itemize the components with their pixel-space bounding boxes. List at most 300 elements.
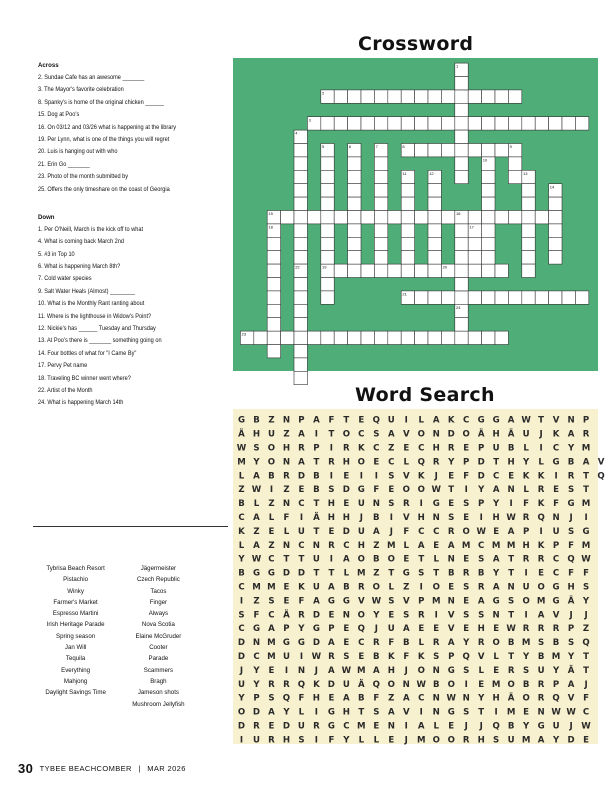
word-search-letter[interactable]: G <box>447 707 455 718</box>
crossword-cell[interactable] <box>374 90 387 103</box>
crossword-cell[interactable] <box>348 251 361 264</box>
word-search-letter[interactable]: C <box>418 526 425 537</box>
word-search-letter[interactable]: C <box>493 471 500 482</box>
word-search-letter[interactable]: S <box>508 596 515 607</box>
word-search-letter[interactable]: C <box>238 624 245 635</box>
word-search-letter[interactable]: K <box>552 429 560 440</box>
crossword-cell[interactable] <box>428 251 441 264</box>
crossword-cell[interactable] <box>294 251 307 264</box>
word-search-letter[interactable]: C <box>268 610 275 621</box>
word-search-letter[interactable]: Q <box>357 624 365 635</box>
word-search-letter[interactable]: S <box>388 596 395 607</box>
word-search-letter[interactable]: I <box>419 582 423 593</box>
word-search-letter[interactable]: G <box>402 568 410 579</box>
word-search-letter[interactable]: F <box>568 540 574 551</box>
word-search-letter[interactable]: I <box>329 554 333 565</box>
word-search-letter[interactable]: S <box>373 429 380 440</box>
word-search-letter[interactable]: J <box>464 721 468 732</box>
word-search-letter[interactable]: L <box>478 665 484 676</box>
word-search-letter[interactable]: T <box>283 554 290 565</box>
word-search-letter[interactable]: O <box>342 429 351 440</box>
word-search-letter[interactable]: G <box>582 526 590 537</box>
crossword-cell[interactable] <box>401 264 414 277</box>
word-search-letter[interactable]: L <box>373 735 380 746</box>
word-search-letter[interactable]: I <box>374 471 378 482</box>
word-search-letter[interactable]: Q <box>582 638 590 649</box>
crossword-cell[interactable] <box>321 170 334 183</box>
crossword-cell[interactable] <box>549 211 562 224</box>
crossword-cell[interactable] <box>455 103 468 116</box>
word-search-letter[interactable]: W <box>566 707 576 718</box>
crossword-cell[interactable] <box>294 144 307 157</box>
crossword-cell[interactable] <box>441 291 454 304</box>
word-search-letter[interactable]: P <box>448 652 455 662</box>
crossword-cell[interactable] <box>374 331 387 344</box>
crossword-cell[interactable] <box>294 211 307 224</box>
word-search-letter[interactable]: D <box>567 735 575 746</box>
crossword-cell[interactable] <box>495 211 508 224</box>
word-search-letter[interactable]: H <box>342 707 350 718</box>
word-search-letter[interactable]: G <box>312 624 320 635</box>
crossword-cell[interactable] <box>294 197 307 210</box>
word-search-letter[interactable]: E <box>583 735 589 746</box>
crossword-cell[interactable] <box>495 331 508 344</box>
word-search-letter[interactable]: T <box>343 415 350 426</box>
word-search-letter[interactable]: Y <box>523 457 530 468</box>
word-search-letter[interactable]: T <box>478 707 485 718</box>
word-search-letter[interactable]: P <box>313 443 320 454</box>
word-search-letter[interactable]: C <box>418 443 425 454</box>
crossword-cell[interactable] <box>522 224 535 237</box>
word-search-letter[interactable]: A <box>507 415 515 426</box>
word-search-letter[interactable]: U <box>387 624 395 635</box>
word-search-letter[interactable]: H <box>567 582 575 593</box>
crossword-cell[interactable] <box>482 224 495 237</box>
word-search-letter[interactable]: L <box>238 471 245 482</box>
crossword-cell[interactable] <box>415 211 428 224</box>
crossword-cell[interactable] <box>575 117 588 130</box>
word-search-letter[interactable]: N <box>282 540 291 551</box>
crossword-cell[interactable] <box>334 331 347 344</box>
word-search-letter[interactable]: D <box>297 568 305 579</box>
word-search-letter[interactable]: A <box>432 415 440 426</box>
word-search-letter[interactable]: A <box>372 526 380 537</box>
word-search-letter[interactable]: V <box>447 624 455 635</box>
word-search-letter[interactable]: Z <box>388 693 395 704</box>
word-search-letter[interactable]: F <box>403 526 410 537</box>
word-search-letter[interactable]: W <box>476 526 486 537</box>
crossword-cell[interactable] <box>575 291 588 304</box>
word-search-letter[interactable]: K <box>417 471 425 482</box>
word-search-letter[interactable]: T <box>313 499 320 510</box>
word-search-letter[interactable]: D <box>252 707 261 718</box>
crossword-cell[interactable] <box>415 331 428 344</box>
word-search-letter[interactable]: A <box>328 665 335 676</box>
word-search-letter[interactable]: L <box>358 735 365 746</box>
word-search-letter[interactable]: T <box>493 457 500 468</box>
crossword-cell[interactable] <box>321 197 334 210</box>
crossword-cell[interactable] <box>361 117 374 130</box>
crossword-cell[interactable] <box>482 237 495 250</box>
word-search-letter[interactable]: O <box>432 582 440 593</box>
word-search-letter[interactable]: C <box>373 443 380 454</box>
word-search-letter[interactable]: L <box>433 721 439 732</box>
crossword-cell[interactable] <box>401 197 414 210</box>
word-search-letter[interactable]: D <box>327 679 335 690</box>
word-search-letter[interactable]: C <box>298 540 305 551</box>
word-search-letter[interactable]: O <box>417 429 425 440</box>
word-search-letter[interactable]: M <box>506 707 516 718</box>
word-search-letter[interactable]: N <box>282 499 291 510</box>
word-search-letter[interactable]: Y <box>373 610 380 621</box>
word-search-letter[interactable]: R <box>402 499 410 510</box>
word-search-letter[interactable]: Y <box>238 554 245 565</box>
word-search-letter[interactable]: M <box>357 665 366 676</box>
word-search-letter[interactable]: K <box>387 652 395 662</box>
crossword-cell[interactable] <box>415 264 428 277</box>
word-search-letter[interactable]: R <box>328 652 335 662</box>
crossword-cell[interactable] <box>388 117 401 130</box>
word-search-letter[interactable]: W <box>251 485 262 496</box>
word-search-letter[interactable]: R <box>328 540 335 551</box>
word-search-letter[interactable]: B <box>537 652 545 662</box>
word-search-letter[interactable]: Y <box>523 652 530 662</box>
crossword-cell[interactable] <box>495 291 508 304</box>
crossword-cell[interactable] <box>549 291 562 304</box>
word-search-letter[interactable]: O <box>537 582 545 593</box>
crossword-cell[interactable] <box>321 184 334 197</box>
word-search-letter[interactable]: Q <box>462 652 470 662</box>
word-search-letter[interactable]: D <box>342 526 350 537</box>
crossword-cell[interactable] <box>267 318 280 331</box>
crossword-cell[interactable] <box>468 117 481 130</box>
word-search-letter[interactable]: R <box>447 526 455 537</box>
crossword-cell[interactable] <box>522 291 535 304</box>
word-search-letter[interactable]: M <box>506 540 516 551</box>
word-search-letter[interactable]: Q <box>567 554 575 565</box>
word-search-letter[interactable]: W <box>431 485 441 496</box>
word-search-letter[interactable]: A <box>372 665 380 676</box>
word-search-letter[interactable]: D <box>297 471 305 482</box>
word-search-letter[interactable]: R <box>477 638 485 649</box>
crossword-cell[interactable] <box>415 144 428 157</box>
word-search-letter[interactable]: H <box>327 513 335 523</box>
word-search-letter[interactable]: T <box>448 485 455 496</box>
crossword-cell[interactable] <box>508 90 521 103</box>
crossword-cell[interactable] <box>549 237 562 250</box>
word-search-letter[interactable]: G <box>282 638 290 649</box>
word-search-letter[interactable]: C <box>552 568 560 579</box>
crossword-cell[interactable] <box>281 331 294 344</box>
crossword-cell[interactable] <box>495 144 508 157</box>
word-search-letter[interactable]: S <box>478 554 485 565</box>
word-search-letter[interactable]: U <box>507 735 515 746</box>
word-search-letter[interactable]: O <box>522 596 530 607</box>
crossword-cell[interactable] <box>348 90 361 103</box>
word-search-letter[interactable]: Y <box>567 652 575 662</box>
word-search-letter[interactable]: L <box>283 526 290 537</box>
word-search-letter[interactable]: Y <box>523 721 530 732</box>
word-search-letter[interactable]: Z <box>283 485 290 496</box>
word-search-letter[interactable]: R <box>268 735 275 746</box>
word-search-letter[interactable]: G <box>252 568 261 579</box>
word-search-letter[interactable]: W <box>581 554 591 565</box>
word-search-letter[interactable]: P <box>522 526 530 537</box>
crossword-cell[interactable] <box>294 224 307 237</box>
word-search-letter[interactable]: N <box>567 415 575 426</box>
word-search-letter[interactable]: H <box>312 693 321 704</box>
word-search-letter[interactable]: G <box>537 721 545 732</box>
crossword-cell[interactable] <box>495 90 508 103</box>
crossword-cell[interactable] <box>348 264 361 277</box>
crossword-cell[interactable] <box>508 170 521 183</box>
word-search-letter[interactable]: W <box>251 554 262 565</box>
word-search-letter[interactable]: B <box>373 513 380 523</box>
crossword-cell[interactable] <box>294 291 307 304</box>
word-search-letter[interactable]: A <box>387 707 395 718</box>
word-search-letter[interactable]: E <box>508 471 515 482</box>
crossword-cell[interactable] <box>482 90 495 103</box>
word-search-letter[interactable]: I <box>539 443 543 454</box>
word-search-letter[interactable]: I <box>539 526 543 537</box>
crossword-cell[interactable] <box>535 211 548 224</box>
word-search-letter[interactable]: O <box>267 457 276 468</box>
crossword-cell[interactable] <box>307 211 320 224</box>
word-search-letter[interactable]: A <box>328 638 335 649</box>
crossword-cell[interactable] <box>374 197 387 210</box>
crossword-cell[interactable] <box>401 224 414 237</box>
word-search-letter[interactable]: V <box>597 457 605 468</box>
word-search-letter[interactable]: A <box>492 554 500 565</box>
word-search-letter[interactable]: E <box>463 513 470 523</box>
word-search-letter[interactable]: Z <box>238 485 245 496</box>
word-search-letter[interactable]: G <box>327 721 335 732</box>
crossword-cell[interactable] <box>281 211 294 224</box>
word-search-letter[interactable]: A <box>567 429 575 440</box>
word-search-letter[interactable]: T <box>508 568 515 579</box>
word-search-letter[interactable]: G <box>447 665 455 676</box>
word-search-letter[interactable]: A <box>313 596 320 607</box>
crossword-cell[interactable] <box>348 157 361 170</box>
word-search-letter[interactable]: P <box>283 624 290 635</box>
crossword-cell[interactable] <box>401 117 414 130</box>
word-search-letter[interactable]: C <box>358 638 365 649</box>
word-search-letter[interactable]: O <box>522 693 530 704</box>
crossword-cell[interactable] <box>482 197 495 210</box>
word-search-letter[interactable]: Ä <box>567 665 575 676</box>
crossword-cell[interactable] <box>455 170 468 183</box>
word-search-letter[interactable]: U <box>282 652 290 662</box>
crossword-cell[interactable] <box>321 237 334 250</box>
word-search-letter[interactable]: J <box>584 610 588 621</box>
word-search-letter[interactable]: A <box>343 554 350 565</box>
word-search-letter[interactable]: E <box>388 485 395 496</box>
word-search-letter[interactable]: W <box>521 415 531 426</box>
word-search-letter[interactable]: A <box>582 457 590 468</box>
word-search-letter[interactable]: L <box>418 415 425 426</box>
word-search-letter[interactable]: P <box>552 540 560 551</box>
crossword-cell[interactable] <box>294 237 307 250</box>
word-search-letter[interactable]: Y <box>567 443 575 454</box>
word-search-letter[interactable]: C <box>238 513 245 523</box>
crossword-cell[interactable] <box>562 117 575 130</box>
crossword-cell[interactable] <box>428 211 441 224</box>
word-search-letter[interactable]: Y <box>343 735 350 746</box>
word-search-letter[interactable]: B <box>552 638 560 649</box>
word-search-letter[interactable]: L <box>403 457 410 468</box>
word-search-letter[interactable]: V <box>402 513 410 523</box>
word-search-letter[interactable]: W <box>581 721 591 732</box>
crossword-cell[interactable] <box>267 278 280 291</box>
word-search-letter[interactable]: K <box>522 471 530 482</box>
crossword-cell[interactable] <box>334 211 347 224</box>
word-search-letter[interactable]: W <box>446 693 456 704</box>
word-search-letter[interactable]: S <box>463 707 470 718</box>
crossword-cell[interactable] <box>294 371 307 384</box>
crossword-cell[interactable] <box>321 251 334 264</box>
word-search-letter[interactable]: E <box>448 471 455 482</box>
crossword-cell[interactable] <box>441 331 454 344</box>
word-search-letter[interactable]: A <box>253 471 260 482</box>
word-search-letter[interactable]: T <box>328 429 335 440</box>
crossword-cell[interactable] <box>374 170 387 183</box>
crossword-cell[interactable] <box>428 331 441 344</box>
crossword-cell[interactable] <box>267 304 280 317</box>
crossword-cell[interactable] <box>468 237 481 250</box>
crossword-cell[interactable] <box>468 264 481 277</box>
word-search-letter[interactable]: S <box>388 499 395 510</box>
crossword-cell[interactable] <box>455 331 468 344</box>
word-search-letter[interactable]: E <box>373 721 380 732</box>
word-search-letter[interactable]: B <box>507 721 515 732</box>
word-search-letter[interactable]: N <box>387 721 395 732</box>
word-search-letter[interactable]: Y <box>238 693 245 704</box>
word-search-letter[interactable]: A <box>537 735 545 746</box>
crossword-cell[interactable] <box>388 331 401 344</box>
crossword-cell[interactable] <box>388 90 401 103</box>
word-search-letter[interactable]: U <box>537 665 545 676</box>
word-search-letter[interactable]: F <box>298 596 305 607</box>
word-search-letter[interactable]: Z <box>268 499 275 510</box>
word-search-letter[interactable]: B <box>507 638 515 649</box>
word-search-letter[interactable]: R <box>522 513 530 523</box>
word-search-letter[interactable]: U <box>238 679 245 690</box>
word-search-letter[interactable]: A <box>298 429 305 440</box>
crossword-cell[interactable] <box>549 251 562 264</box>
crossword-cell[interactable] <box>455 144 468 157</box>
word-search-letter[interactable]: J <box>374 624 378 635</box>
word-search-letter[interactable]: A <box>477 596 485 607</box>
word-search-letter[interactable]: Y <box>448 457 455 468</box>
word-search-letter[interactable]: J <box>389 526 393 537</box>
crossword-cell[interactable] <box>535 291 548 304</box>
word-search-letter[interactable]: P <box>567 624 575 635</box>
crossword-cell[interactable] <box>428 90 441 103</box>
word-search-letter[interactable]: H <box>522 540 530 551</box>
word-search-letter[interactable]: C <box>552 443 560 454</box>
word-search-letter[interactable]: Y <box>493 499 500 510</box>
word-search-letter[interactable]: D <box>282 721 291 732</box>
word-search-letter[interactable]: R <box>507 665 515 676</box>
crossword-cell[interactable] <box>254 331 267 344</box>
crossword-cell[interactable] <box>361 331 374 344</box>
word-search-letter[interactable]: C <box>343 540 350 551</box>
word-search-letter[interactable]: V <box>402 471 410 482</box>
crossword-cell[interactable] <box>522 197 535 210</box>
word-search-letter[interactable]: V <box>477 652 485 662</box>
word-search-letter[interactable]: R <box>522 554 530 565</box>
word-search-letter[interactable]: N <box>432 429 440 440</box>
crossword-cell[interactable] <box>415 291 428 304</box>
word-search-letter[interactable]: T <box>583 471 589 482</box>
word-search-letter[interactable]: H <box>252 429 261 440</box>
crossword-cell[interactable] <box>428 224 441 237</box>
word-search-letter[interactable]: Z <box>268 540 275 551</box>
word-search-letter[interactable]: Ä <box>358 679 365 690</box>
crossword-cell[interactable] <box>549 197 562 210</box>
crossword-cell[interactable] <box>321 117 334 130</box>
crossword-cell[interactable] <box>388 211 401 224</box>
word-search-letter[interactable]: Y <box>298 624 305 635</box>
word-search-letter[interactable]: C <box>253 652 260 662</box>
word-search-letter[interactable]: T <box>508 610 515 621</box>
word-search-letter[interactable]: E <box>388 610 395 621</box>
word-search-letter[interactable]: O <box>237 707 246 718</box>
crossword-cell[interactable] <box>348 184 361 197</box>
word-search-letter[interactable]: P <box>328 624 335 635</box>
crossword-cell[interactable] <box>348 211 361 224</box>
word-search-letter[interactable]: J <box>404 735 408 746</box>
crossword-cell[interactable] <box>468 251 481 264</box>
word-search-letter[interactable]: J <box>359 513 363 523</box>
word-search-letter[interactable]: S <box>448 513 455 523</box>
crossword-cell[interactable] <box>294 278 307 291</box>
crossword-cell[interactable] <box>321 331 334 344</box>
word-search-letter[interactable]: K <box>537 471 545 482</box>
word-search-letter[interactable]: O <box>267 443 276 454</box>
word-search-letter[interactable]: E <box>463 624 470 635</box>
word-search-letter[interactable]: I <box>284 665 289 676</box>
word-search-letter[interactable]: S <box>478 610 485 621</box>
word-search-letter[interactable]: E <box>373 457 380 468</box>
crossword-cell[interactable] <box>267 264 280 277</box>
crossword-cell[interactable] <box>495 117 508 130</box>
word-search-letter[interactable]: C <box>418 693 425 704</box>
word-search-letter[interactable]: P <box>552 679 560 690</box>
word-search-letter[interactable]: Q <box>492 721 500 732</box>
word-search-letter[interactable]: I <box>419 499 423 510</box>
word-search-letter[interactable]: T <box>433 568 440 579</box>
word-search-letter[interactable]: R <box>537 624 545 635</box>
word-search-letter[interactable]: S <box>298 735 305 746</box>
word-search-letter[interactable]: U <box>492 443 500 454</box>
word-search-letter[interactable]: O <box>357 457 365 468</box>
word-search-letter[interactable]: I <box>299 513 304 523</box>
word-search-letter[interactable]: H <box>477 735 485 746</box>
word-search-letter[interactable]: H <box>342 457 350 468</box>
crossword-cell[interactable] <box>294 170 307 183</box>
word-search-letter[interactable]: L <box>403 540 410 551</box>
crossword-cell[interactable] <box>508 211 521 224</box>
word-search-letter[interactable]: F <box>283 513 290 523</box>
word-search-letter[interactable]: J <box>584 679 588 690</box>
crossword-cell[interactable] <box>267 345 280 358</box>
word-search-letter[interactable]: Y <box>253 457 260 468</box>
word-search-letter[interactable]: S <box>433 652 440 662</box>
word-search-letter[interactable]: V <box>402 429 410 440</box>
word-search-letter[interactable]: R <box>522 624 530 635</box>
word-search-letter[interactable]: W <box>311 652 322 662</box>
